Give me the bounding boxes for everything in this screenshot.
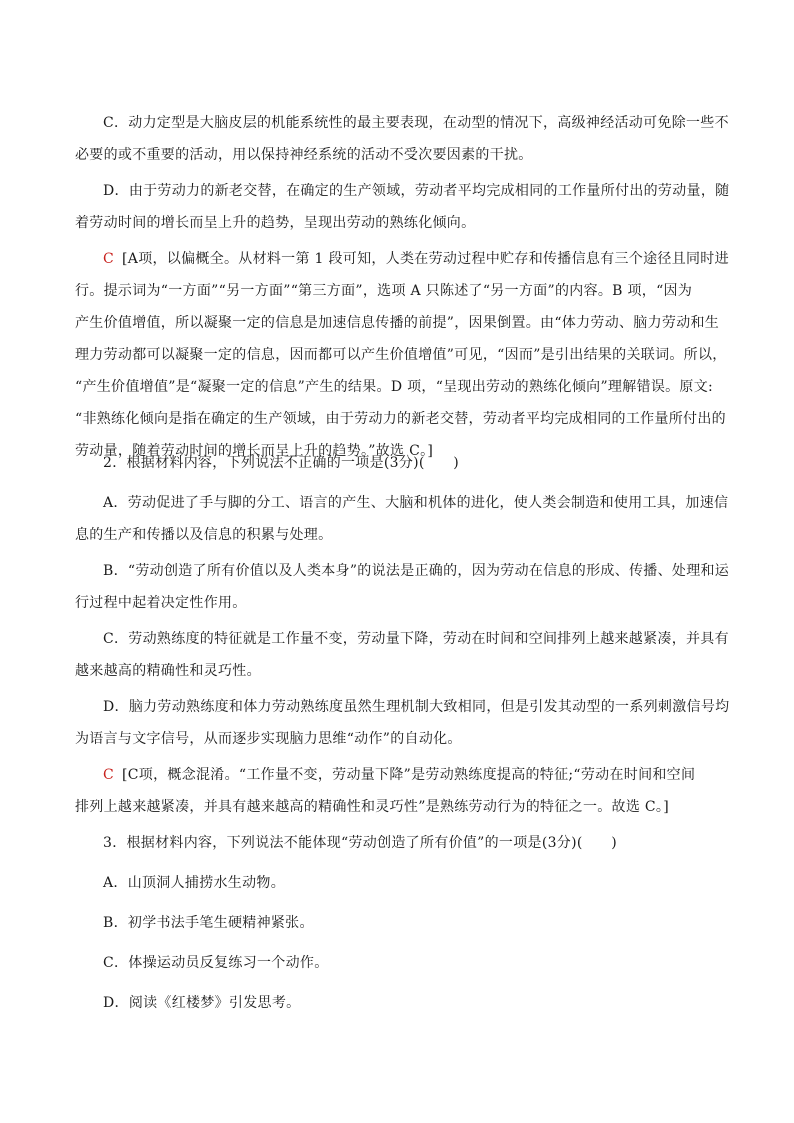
q2-option-b [75,555,730,619]
q2-option-a [75,487,729,551]
text-line: C．劳动熟练度的特征就是工作量不变，劳动量下降，劳动在时间和空间排列上越来越紧凑，并具有 [103,631,729,647]
q2-answer-explanation [75,759,723,823]
text-line: “产生价值增值”是“凝聚一定的信息”产生的结果。D 项，“呈现出劳动的熟练化倾向”理解错误。原文: [75,379,714,395]
answer-letter: C [103,767,115,783]
text-line: A．山顶洞人捕捞水生动物。 [103,875,286,891]
text-line: B．“劳动创造了所有价值以及人类本身”的说法是正确的，因为劳动在信息的形成、传播、处理和运 [103,563,730,579]
q3-option-b [75,907,723,939]
text-line: 息的生产和传播以及信息的积累与处理。 [75,527,333,543]
q3-stem [75,827,723,859]
question-stem: 2．根据材料内容，下列说法不正确的一项是(3分)( ) [103,455,460,471]
text-line: B．初学书法手笔生硬精神紧张。 [103,915,314,931]
text-line: 排列上越来越紧凑，并具有越来越高的精确性和灵巧性”是熟练劳动行为的特征之一。故选 C。] [75,799,669,815]
text-line: 行。提示词为“一方面”“另一方面”“第三方面”，选项 A 只陈述了“另一方面”的内容。B 项，“因为 [75,283,693,299]
text-line: D．脑力劳动熟练度和体力劳动熟练度虽然生理机制大致相同，但是引发其动型的一系列刺激信号均 [103,699,730,715]
text-line: 理力劳动都可以凝聚一定的信息，因而都可以产生价值增值”可见，“因而”是引出结果的关联词。所以， [75,347,727,363]
text-line: 越来越高的精确性和灵巧性。 [75,663,261,679]
text-line: A．劳动促进了手与脚的分工、语言的产生、大脑和机体的进化，使人类会制造和使用工具，加速信 [103,495,729,511]
text-line: D．由于劳动力的新老交替，在确定的生产领域，劳动者平均完成相同的工作量所付出的劳动量，随 [103,183,730,199]
q2-option-c [75,623,729,687]
text-line: 行过程中起着决定性作用。 [75,595,247,611]
q3-option-a [75,867,723,899]
q3-option-c [75,947,723,979]
q2-option-d [75,691,730,755]
text-line: “非熟练化倾向是指在确定的生产领域，由于劳动力的新老交替，劳动者平均完成相同的工作量所付出的 [75,411,726,427]
answer-text: [A项，以偏概全。从材料一第 1 段可知，人类在劳动过程中贮存和传播信息有三个途径且同时进 [122,251,729,267]
text-line: 必要的或不重要的活动，用以保持神经系统的活动不受次要因素的干扰。 [75,147,533,163]
text-line: 为语言与文字信号，从而逐步实现脑力思维“动作”的自动化。 [75,731,462,747]
answer-text: [C项，概念混淆。“工作量不变，劳动量下降”是劳动熟练度提高的特征;“劳动在时间和空间 [122,767,696,783]
text-line: 劳动量，随着劳动时间的增长而呈上升的趋势。”故选 C。] [75,443,434,459]
q1-answer-explanation [75,243,729,467]
question-stem: 3．根据材料内容，下列说法不能体现“劳动创造了所有价值”的一项是(3分)( ) [103,835,617,851]
text-line [75,759,723,791]
text-line [75,243,729,275]
q1-option-d [75,175,730,239]
text-line: C．动力定型是大脑皮层的机能系统性的最主要表现，在动型的情况下，高级神经活动可免除一些不 [103,115,729,131]
text-line: C．体操运动员反复练习一个动作。 [103,955,329,971]
q1-option-c [75,107,729,171]
text-line: 产生价值增值，所以凝聚一定的信息是加速信息传播的前提”，因果倒置。由“体力劳动、脑力劳动和生 [75,315,720,331]
q2-stem [75,447,723,479]
q3-option-d [75,987,723,1019]
text-line: D．阅读《红楼梦》引发思考。 [103,995,301,1011]
answer-letter: C [103,251,115,267]
text-line: 着劳动时间的增长而呈上升的趋势，呈现出劳动的熟练化倾向。 [75,215,476,231]
